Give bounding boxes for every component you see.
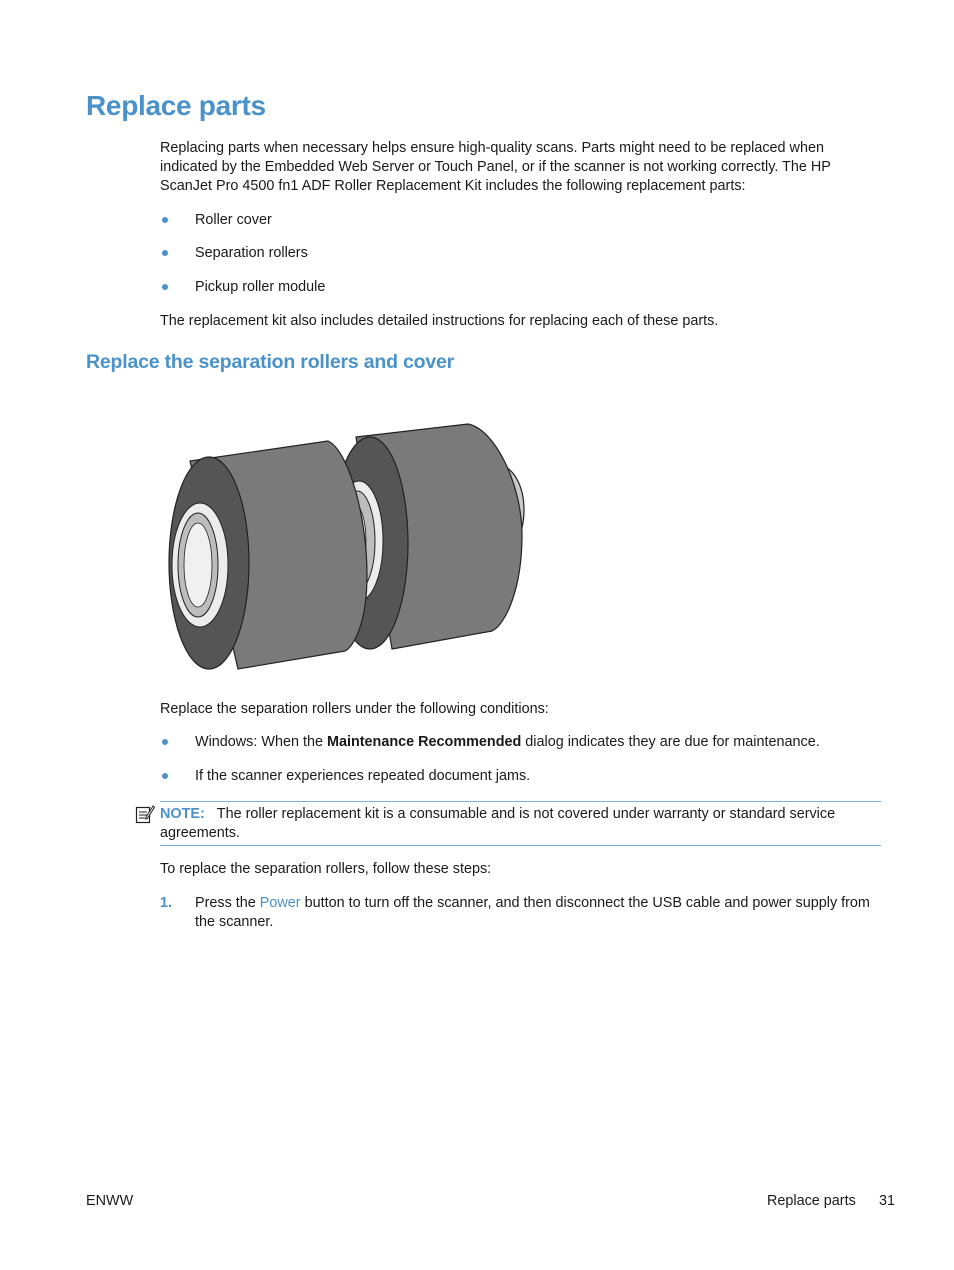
note-icon [135,804,155,824]
section-heading: Replace the separation rollers and cover [86,351,455,373]
note-top-rule [160,801,881,802]
note-bottom-rule [160,845,881,846]
list-item-label: Separation rollers [195,245,308,261]
separation-rollers-illustration [160,415,530,680]
intro-paragraph: Replacing parts when necessary helps ensure high-quality scans. Parts might need to be replaced when indicated by the Embedded Web Server or Touch Panel, or if the scanner is not working correctly. The HP ScanJet Pro 4500 fn1 ADF Roller Replacement Kit includes the following replacement parts: [160,140,831,194]
power-button-term: Power [259,895,301,911]
step-number: 1. [160,895,173,911]
note-text: The roller replacement kit is a consumable and is not covered under warranty or standard service agreements. [160,806,836,841]
page-title: Replace parts [86,90,266,121]
dialog-name: Maintenance Recommended [326,734,522,750]
footer-left: ENWW [86,1193,134,1209]
steps-intro: To replace the separation rollers, follow these steps: [160,861,492,877]
kit-note-paragraph: The replacement kit also includes detailed instructions for replacing each of these parts. [160,313,719,329]
page-number: 31 [879,1193,896,1209]
condition-text: Windows: When the [195,734,327,750]
bullet-icon [162,773,168,779]
bullet-icon [162,250,168,256]
step-text [195,894,875,932]
condition-text: dialog indicates they are due for maintenance. [521,734,820,750]
conditions-intro: Replace the separation rollers under the following conditions: [160,701,549,717]
note-box [160,805,880,843]
step-text-part: Press the [195,895,260,911]
list-item-label: Roller cover [195,212,272,228]
bullet-icon [162,284,168,290]
note-label: NOTE: [160,806,205,822]
list-item-label: Pickup roller module [195,279,326,295]
list-item-label: If the scanner experiences repeated document jams. [195,768,531,784]
bullet-icon [162,739,168,745]
list-item-label [195,733,820,752]
step-text-part: button to turn off the scanner, and then disconnect the USB cable and power supply from the scanner. [195,895,870,930]
bullet-icon [162,217,168,223]
footer-section-title: Replace parts [767,1193,856,1209]
